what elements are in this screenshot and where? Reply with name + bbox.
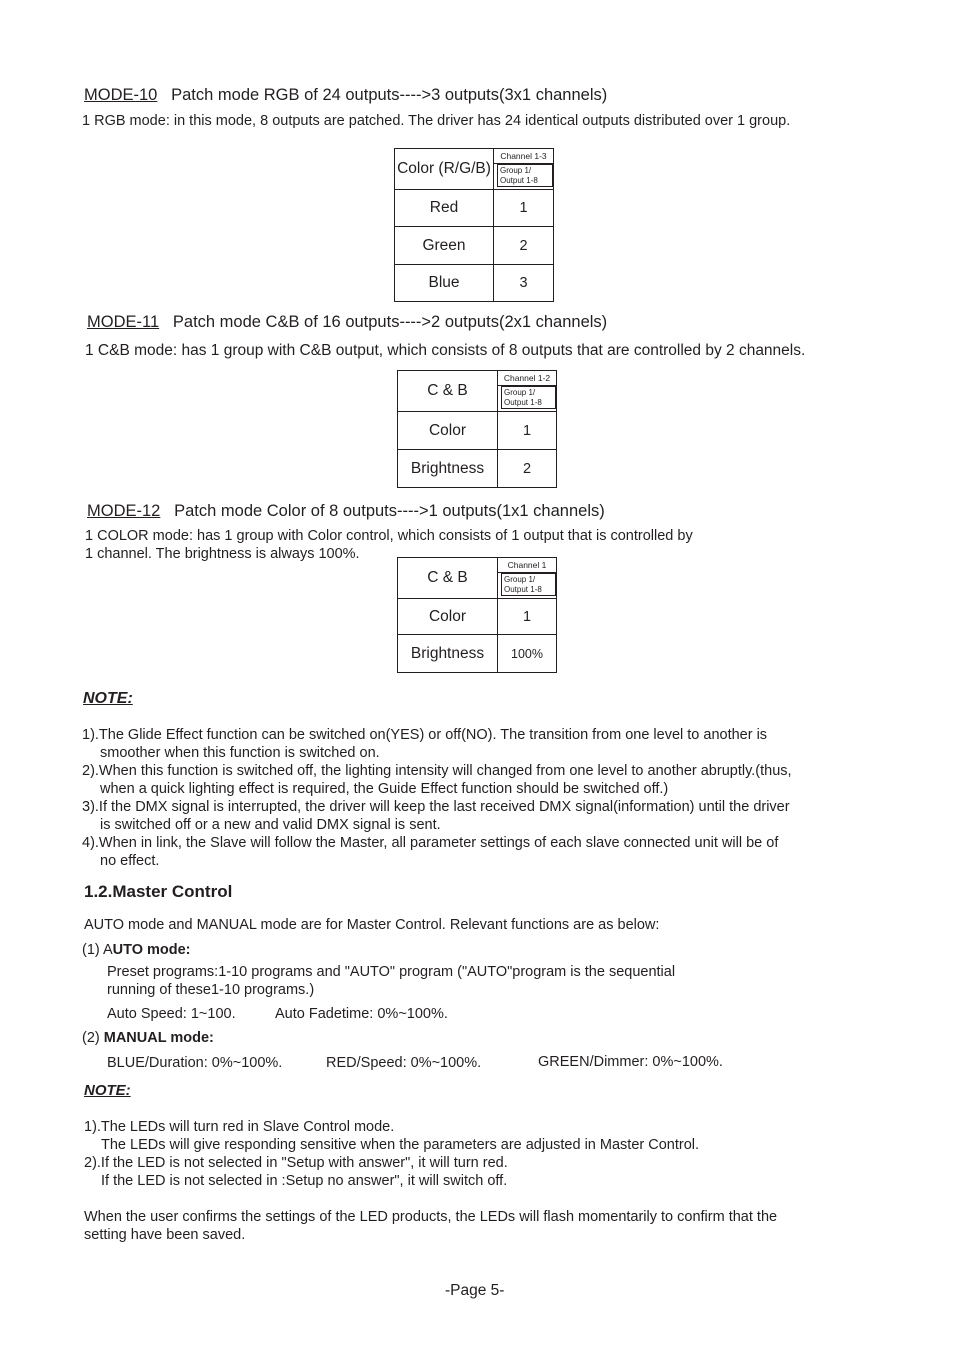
mode12-group-output xyxy=(501,573,556,596)
table-row-label: Brightness xyxy=(398,635,498,673)
mode10-table xyxy=(394,148,554,302)
table-row-label: Green xyxy=(395,227,494,265)
note2-line: The LEDs will give responding sensitive when the parameters are adjusted in Master Control. xyxy=(101,1137,700,1153)
mode12-table xyxy=(397,557,557,673)
table-row-label: Color xyxy=(398,599,498,635)
mode12-channel-label: Channel 1 xyxy=(498,558,556,573)
table-row-label: Color xyxy=(398,412,498,450)
note2-heading: NOTE: xyxy=(84,1082,131,1099)
mode10-title: Patch mode RGB of 24 outputs---->3 outputs(3x1 channels) xyxy=(171,86,608,104)
mode12-group-label: Group 1/ xyxy=(504,575,536,584)
mode10-group-output xyxy=(497,164,553,187)
auto-mode-label: UTO mode: xyxy=(112,942,191,958)
auto-mode-heading xyxy=(82,941,191,959)
mode10-table-header-label: Color (R/G/B) xyxy=(395,149,494,190)
mode10-description: 1 RGB mode: in this mode, 8 outputs are patched. The driver has 24 identical outputs distributed over 1 group. xyxy=(82,113,791,129)
note1-line: 2).When this function is switched off, the lighting intensity will changed from one level to another abruptly.(thus, xyxy=(82,763,792,779)
mode10-table-header-channel-cell xyxy=(494,149,554,190)
mode12-heading xyxy=(87,502,605,521)
manual-mode-prefix: (2) xyxy=(82,1030,104,1046)
manual-blue: BLUE/Duration: 0%~100%. xyxy=(107,1055,283,1071)
manual-mode-label: MANUAL mode: xyxy=(103,1030,214,1046)
manual-mode-heading xyxy=(82,1029,214,1047)
note1-line: 3).If the DMX signal is interrupted, the driver will keep the last received DMX signal(information) until the driver xyxy=(82,799,790,815)
auto-mode-prefix: (1) A xyxy=(82,942,113,958)
mode11-heading xyxy=(87,313,607,332)
master-control-heading: 1.2.Master Control xyxy=(84,882,233,901)
auto-mode-desc-line2: running of these1-10 programs.) xyxy=(107,982,315,998)
mode11-group-output xyxy=(501,386,556,409)
mode11-table xyxy=(397,370,557,488)
auto-speed: Auto Speed: 1~100. xyxy=(107,1006,236,1022)
mode11-table-header-channel-cell xyxy=(498,371,557,412)
mode11-label: MODE-11 xyxy=(87,313,160,331)
table-row-value: 1 xyxy=(494,190,554,227)
mode10-heading xyxy=(84,86,607,105)
auto-mode-desc-line1: Preset programs:1-10 programs and "AUTO" program ("AUTO"program is the sequential xyxy=(107,964,676,980)
mode10-group-label: Group 1/ xyxy=(500,166,532,175)
note1-heading: NOTE: xyxy=(83,690,133,707)
confirm-line1: When the user confirms the settings of the LED products, the LEDs will flash momentarily to confirm that the xyxy=(84,1209,778,1225)
manual-red: RED/Speed: 0%~100%. xyxy=(326,1055,482,1071)
note1-line: smoother when this function is switched on. xyxy=(100,745,380,761)
mode11-group-label: Group 1/ xyxy=(504,388,536,397)
mode12-table-header-label: C & B xyxy=(398,558,498,599)
mode11-table-header-label: C & B xyxy=(398,371,498,412)
mode10-label: MODE-10 xyxy=(84,86,158,104)
mode11-output-label: Output 1-8 xyxy=(504,397,542,407)
note2-line: If the LED is not selected in :Setup no answer", it will switch off. xyxy=(101,1173,508,1189)
table-row-label: Brightness xyxy=(398,450,498,488)
note1-line: 1).The Glide Effect function can be switched on(YES) or off(NO). The transition from one level to another is xyxy=(82,727,768,743)
table-row-label: Red xyxy=(395,190,494,227)
mode11-description: 1 C&B mode: has 1 group with C&B output, which consists of 8 outputs that are controlled by 2 channels. xyxy=(85,342,806,359)
confirm-line2: setting have been saved. xyxy=(84,1227,246,1243)
mode11-channel-label: Channel 1-2 xyxy=(498,371,556,386)
auto-fadetime: Auto Fadetime: 0%~100%. xyxy=(275,1006,448,1022)
mode11-title: Patch mode C&B of 16 outputs---->2 outputs(2x1 channels) xyxy=(172,313,608,331)
master-intro: AUTO mode and MANUAL mode are for Master Control. Relevant functions are as below: xyxy=(84,917,660,933)
note2-line: 1).The LEDs will turn red in Slave Control mode. xyxy=(84,1119,395,1135)
note1-line: no effect. xyxy=(100,853,160,869)
manual-green: GREEN/Dimmer: 0%~100%. xyxy=(538,1054,723,1070)
mode12-output-label: Output 1-8 xyxy=(504,584,542,594)
mode12-description-line1: 1 COLOR mode: has 1 group with Color control, which consists of 1 output that is controlled by xyxy=(85,528,693,544)
note1-line: is switched off or a new and valid DMX signal is sent. xyxy=(100,817,441,833)
mode12-description-line2: 1 channel. The brightness is always 100%. xyxy=(85,546,360,562)
mode10-output-label: Output 1-8 xyxy=(500,175,538,185)
table-row-value: 100% xyxy=(498,635,557,673)
table-row-value: 3 xyxy=(494,265,554,302)
mode10-channel-label: Channel 1-3 xyxy=(494,149,553,164)
table-row-value: 1 xyxy=(498,412,557,450)
table-row-value: 1 xyxy=(498,599,557,635)
table-row-label: Blue xyxy=(395,265,494,302)
mode12-title: Patch mode Color of 8 outputs---->1 outputs(1x1 channels) xyxy=(174,502,605,520)
table-row-value: 2 xyxy=(498,450,557,488)
page-number: -Page 5- xyxy=(445,1282,505,1299)
mode12-label: MODE-12 xyxy=(87,502,161,520)
table-row-value: 2 xyxy=(494,227,554,265)
note2-line: 2).If the LED is not selected in "Setup with answer", it will turn red. xyxy=(84,1155,508,1171)
note1-line: when a quick lighting effect is required, the Guide Effect function should be switched off.) xyxy=(100,781,669,797)
mode12-table-header-channel-cell xyxy=(498,558,557,599)
note1-line: 4).When in link, the Slave will follow the Master, all parameter settings of each slave connected unit will be of xyxy=(82,835,779,851)
